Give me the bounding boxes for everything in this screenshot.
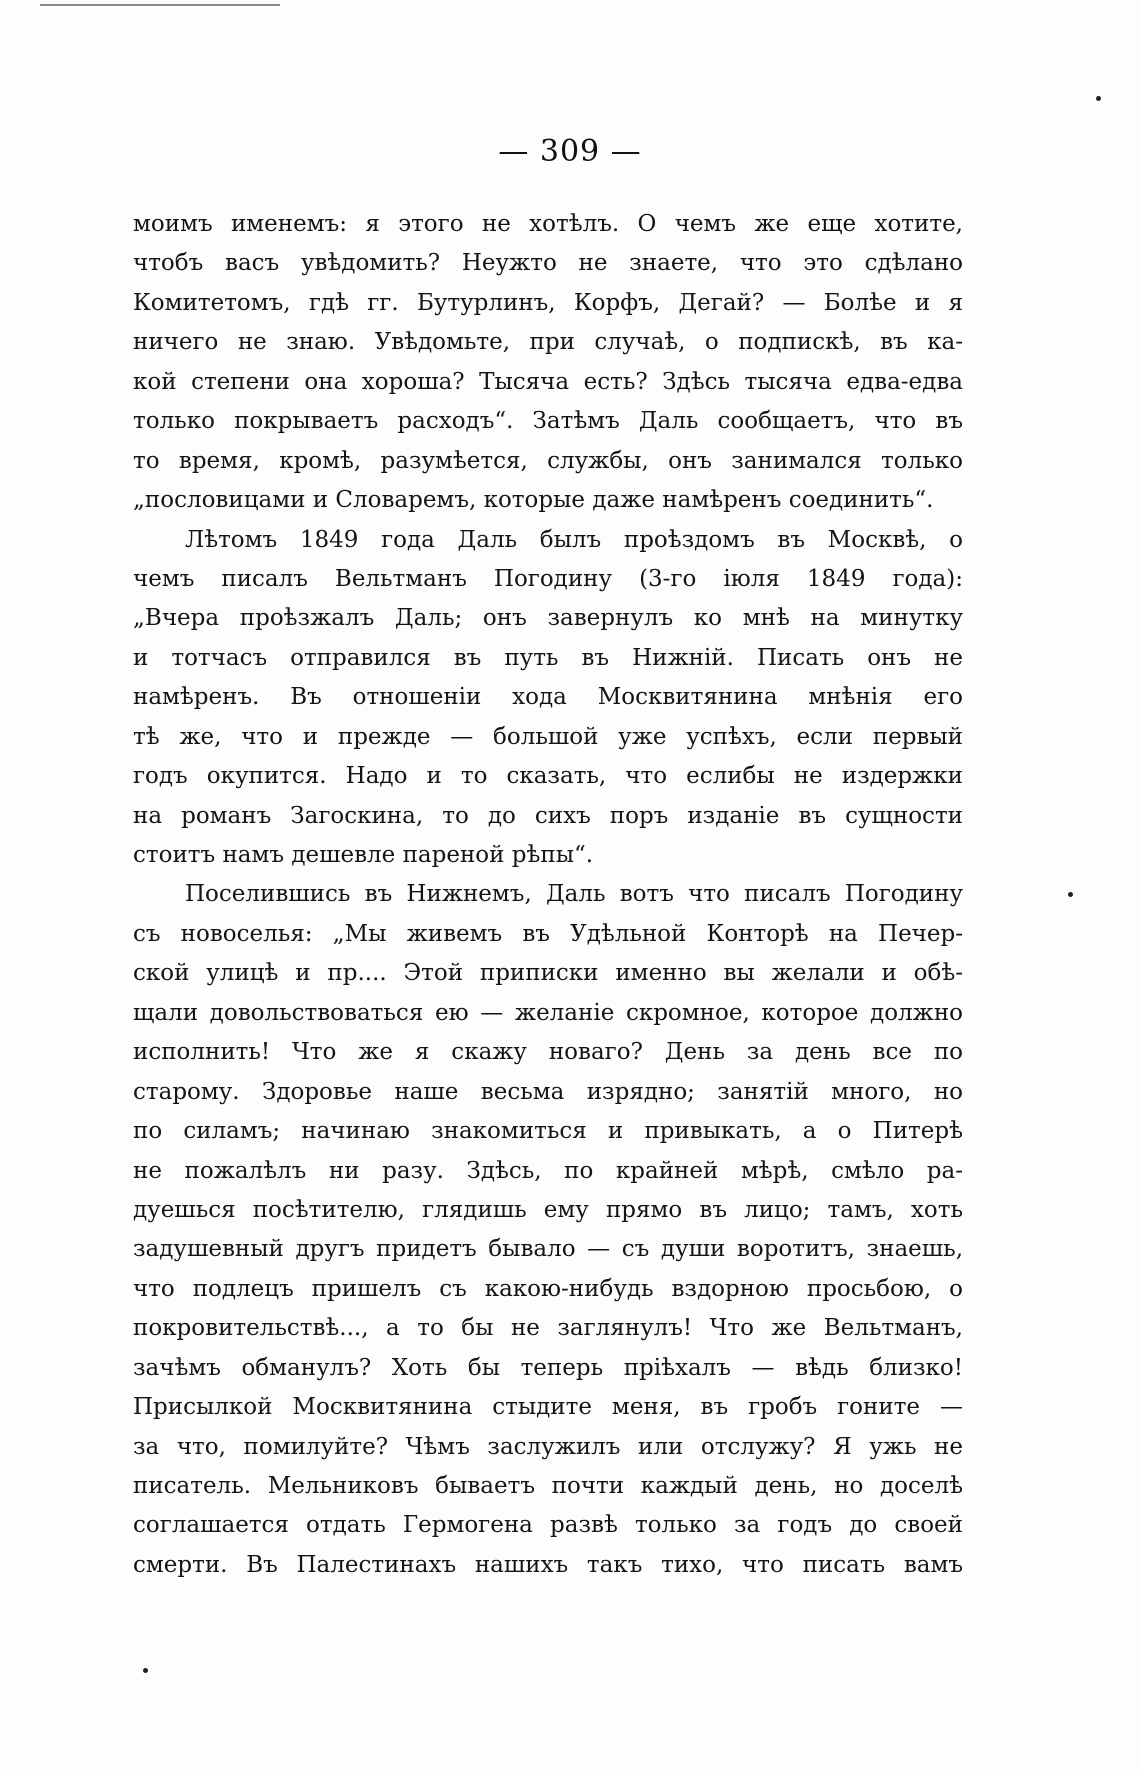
text-line: тѣ же, что и прежде — большой уже успѣхъ, если первый xyxy=(133,723,963,750)
text-line: что подлецъ пришелъ съ какою-нибудь вздорною просьбою, о xyxy=(133,1275,963,1302)
text-line: смерти. Въ Палестинахъ нашихъ такъ тихо, что писать вамъ xyxy=(133,1551,963,1578)
text-line: Поселившись въ Нижнемъ, Даль вотъ что писалъ Погодину xyxy=(185,881,963,908)
text-line: Присылкой Москвитянина стыдите меня, въ гробъ гоните — xyxy=(133,1394,963,1421)
top-edge-rule xyxy=(40,4,280,6)
text-line: Комитетомъ, гдѣ гг. Бутурлинъ, Корфъ, Дегай? — Болѣе и я xyxy=(133,289,963,316)
text-line: ничего не знаю. Увѣдомьте, при случаѣ, о подпискѣ, въ ка- xyxy=(133,329,963,356)
text-line: годъ окупится. Надо и то сказать, что еслибы не издержки xyxy=(133,763,963,790)
text-line: задушевный другъ придетъ бывало — съ души воротитъ, знаешь, xyxy=(133,1236,963,1263)
text-line: съ новоселья: „Мы живемъ въ Удѣльной Конторѣ на Печер- xyxy=(133,920,963,947)
text-line: моимъ именемъ: я этого не хотѣлъ. О чемъ же еще хотите, xyxy=(133,211,963,237)
text-line: по силамъ; начинаю знакомиться и привыкать, а о Питерѣ xyxy=(133,1118,963,1145)
text-line: старому. Здоровье наше весьма изрядно; занятій много, но xyxy=(133,1078,963,1105)
text-line: чемъ писалъ Вельтманъ Погодину (3-го іюля 1849 года): xyxy=(133,565,963,592)
text-line: не пожалѣлъ ни разу. Здѣсь, по крайней мѣрѣ, смѣло ра- xyxy=(133,1157,963,1184)
text-line: то время, кромѣ, разумѣется, службы, онъ занимался только xyxy=(133,447,963,474)
text-line: только покрываетъ расходъ“. Затѣмъ Даль сообщаетъ, что въ xyxy=(133,408,963,435)
text-line: „пословицами и Словаремъ, которые даже намѣренъ соединить“. xyxy=(133,487,934,514)
text-line: соглашается отдать Гермогена развѣ только за годъ до своей xyxy=(133,1512,963,1539)
text-line: и тотчасъ отправился въ путь въ Нижній. Писать онъ не xyxy=(133,644,963,671)
text-line: ской улицѣ и пр.... Этой приписки именно вы желали и обѣ- xyxy=(133,960,963,987)
text-line: чтобъ васъ увѣдомить? Неужто не знаете, что это сдѣлано xyxy=(133,250,963,277)
text-line: на романъ Загоскина, то до сихъ поръ изданіе въ сущности xyxy=(133,802,963,829)
text-line: дуешься посѣтителю, глядишь ему прямо въ лицо; тамъ, хоть xyxy=(133,1196,963,1223)
text-line: стоитъ намъ дешевле пареной рѣпы“. xyxy=(133,842,594,868)
text-line: щали довольствоваться ею — желаніе скромное, которое должно xyxy=(133,999,963,1026)
text-line: писатель. Мельниковъ бываетъ почти каждый день, но доселѣ xyxy=(133,1473,963,1499)
ink-speck xyxy=(143,1668,148,1673)
text-line: за что, помилуйте? Чѣмъ заслужилъ или отслужу? Я ужь не xyxy=(133,1433,963,1460)
text-line: Лѣтомъ 1849 года Даль былъ проѣздомъ въ Москвѣ, о xyxy=(185,526,963,553)
text-line: исполнить! Что же я скажу новаго? День за день все по xyxy=(133,1039,963,1066)
text-line: намѣренъ. Въ отношеніи хода Москвитянина мнѣнія его xyxy=(133,684,963,711)
page-number: — 309 — xyxy=(498,134,642,169)
page-body xyxy=(133,205,963,1585)
text-line: „Вчера проѣзжалъ Даль; онъ завернулъ ко мнѣ на минутку xyxy=(133,605,963,632)
ink-speck xyxy=(1096,96,1101,101)
text-line: зачѣмъ обманулъ? Хоть бы теперь пріѣхалъ — вѣдь близко! xyxy=(133,1354,963,1381)
text-line: кой степени она хороша? Тысяча есть? Здѣсь тысяча едва-едва xyxy=(133,368,963,395)
text-line: покровительствѣ..., а то бы не заглянулъ! Что же Вельтманъ, xyxy=(133,1315,963,1342)
ink-speck xyxy=(1068,892,1073,897)
